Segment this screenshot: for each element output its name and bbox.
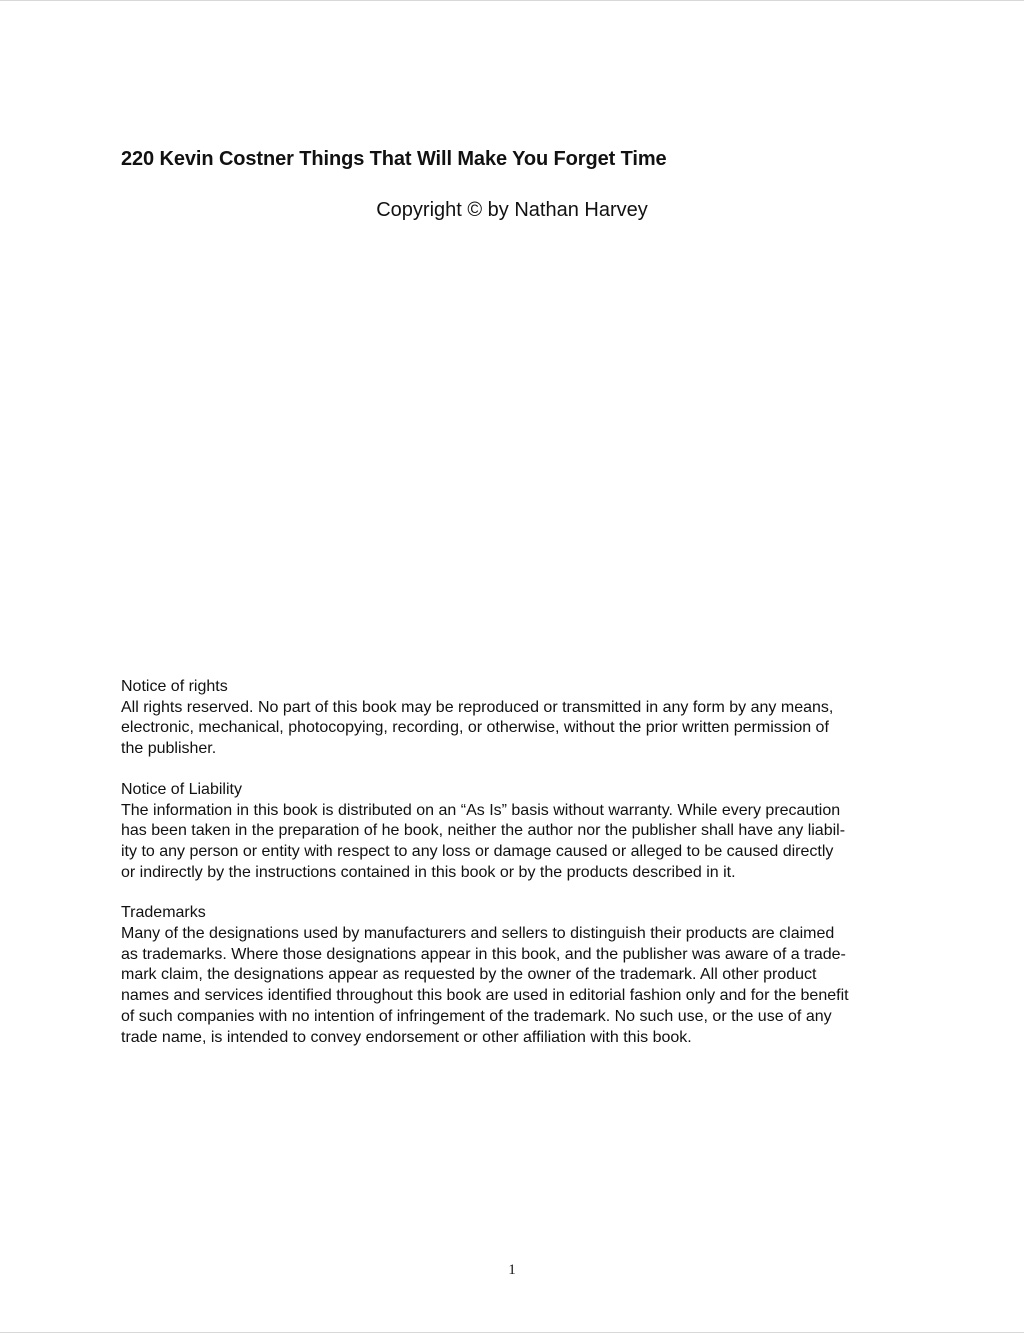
paragraph-line: has been taken in the preparation of he book, neither the author nor the publisher shall have any liabil- xyxy=(121,822,846,840)
paragraph-line: the publisher. xyxy=(121,740,217,758)
paragraph-line: electronic, mechanical, photocopying, recording, or otherwise, without the prior written permission of xyxy=(121,719,829,737)
paragraph-line: as trademarks. Where those designations appear in this book, and the publisher was aware of a trade- xyxy=(121,945,846,963)
paragraph-line: names and services identified throughout this book are used in editorial fashion only and for the benefit xyxy=(121,987,849,1005)
paragraph-line: Many of the designations used by manufacturers and sellers to distinguish their products are claimed xyxy=(121,925,835,943)
book-title: 220 Kevin Costner Things That Will Make You Forget Time xyxy=(121,148,667,170)
page-number: 1 xyxy=(508,1262,516,1278)
paragraph-line: The information in this book is distributed on an “As Is” basis without warranty. While every precaution xyxy=(121,801,841,819)
section-heading: Trademarks xyxy=(121,904,206,922)
copyright-line: Copyright © by Nathan Harvey xyxy=(376,199,648,221)
section-heading: Notice of Liability xyxy=(121,780,242,798)
trademarks-section xyxy=(121,903,911,1048)
paragraph-line: or indirectly by the instructions contained in this book or by the products described in it. xyxy=(121,863,736,881)
paragraph-line: ity to any person or entity with respect to any loss or damage caused or alleged to be caused directly xyxy=(121,842,834,860)
section-heading: Notice of rights xyxy=(121,678,228,695)
notice-of-liability-section xyxy=(121,780,911,884)
paragraph-line: mark claim, the designations appear as requested by the owner of the trademark. All other product xyxy=(121,966,817,984)
paragraph-line: of such companies with no intention of infringement of the trademark. No such use, or the use of any xyxy=(121,1007,832,1025)
legal-notices xyxy=(121,677,911,1068)
paragraph-line: All rights reserved. No part of this book may be reproduced or transmitted in any form by any means, xyxy=(121,698,834,716)
notice-of-rights-section xyxy=(121,677,911,760)
paragraph-line: trade name, is intended to convey endorsement or other affiliation with this book. xyxy=(121,1028,692,1046)
